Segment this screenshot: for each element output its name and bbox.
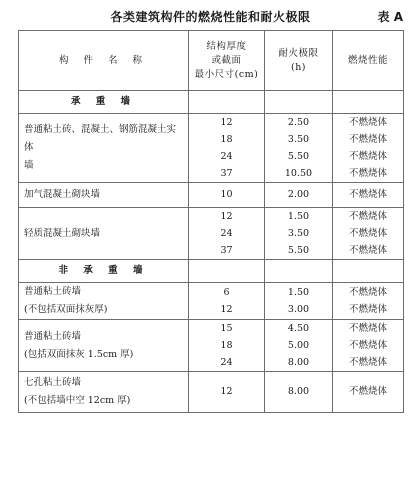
combustion-value: 不燃烧体 (348, 245, 387, 256)
thickness-value: 12 (220, 304, 233, 315)
fire-limit-value: 2.50 (287, 117, 310, 128)
thickness-value: 12 (220, 211, 233, 222)
fire-limit-value: 10.50 (284, 168, 313, 179)
fire-limit-cell (265, 183, 333, 208)
table-number: 表 A (377, 10, 403, 24)
thickness-value: 24 (220, 228, 233, 239)
combustion-cell: 不燃烧体 (333, 372, 404, 413)
thickness-value: 24 (220, 151, 233, 162)
thickness-cell (189, 320, 265, 372)
fire-limit-value: 3.00 (287, 304, 310, 315)
section-row-non-load-bearing (19, 260, 404, 283)
header-thickness-line-1: 结构厚度 (206, 40, 247, 52)
component-name-line: 普通粘土砖、混凝土、钢筋混凝土实体 (24, 124, 177, 153)
fire-limit-value: 5.50 (287, 245, 310, 256)
header-thickness (189, 31, 265, 91)
fire-limit-value: 3.50 (287, 228, 310, 239)
thickness-value: 12 (220, 117, 233, 128)
fire-limit-value: 8.00 (287, 357, 310, 368)
combustion-value: 不燃烧体 (348, 323, 387, 334)
combustion-value: 不燃烧体 (348, 117, 387, 128)
combustion-cell (333, 183, 404, 208)
thickness-value: 18 (220, 134, 233, 145)
component-name-line: 七孔粘土砖墙 (24, 377, 82, 388)
section-row-load-bearing (19, 91, 404, 114)
fire-limit-cell (265, 320, 333, 372)
component-name-line: (包括双面抹灰 1.5cm 厚) (24, 348, 134, 360)
thickness-cell (189, 283, 265, 320)
thickness-cell (189, 208, 265, 260)
component-name-line: 普通粘土砖墙 (24, 286, 82, 297)
fire-limit-value: 2.00 (287, 189, 310, 200)
fire-limit-cell (265, 208, 333, 260)
component-name-line: (不包括双面抹灰厚) (24, 304, 108, 315)
combustion-cell (333, 208, 404, 260)
fire-resistance-table (18, 30, 404, 413)
fire-limit-value: 1.50 (287, 287, 310, 298)
component-name (19, 372, 189, 413)
combustion-value: 不燃烧体 (348, 304, 387, 315)
header-fire-line-1: 耐火极限 (278, 47, 319, 59)
header-thickness-line-3: 最小尺寸(cm) (194, 68, 259, 80)
combustion-value: 不燃烧体 (348, 228, 387, 239)
fire-limit-value: 4.50 (287, 323, 310, 334)
header-row (19, 31, 404, 91)
combustion-value: 不燃烧体 (348, 211, 387, 222)
component-name: 加气混凝土砌块墙 (19, 183, 189, 208)
table-row (19, 283, 404, 320)
thickness-value: 10 (220, 189, 233, 200)
component-name: 轻质混凝土砌块墙 (19, 208, 189, 260)
thickness-value: 18 (220, 340, 233, 351)
table-row (19, 372, 404, 413)
combustion-value: 不燃烧体 (348, 151, 387, 162)
fire-limit-cell (265, 114, 333, 183)
component-name-line: 墙 (24, 160, 34, 171)
thickness-value: 6 (223, 287, 230, 298)
header-thickness-line-2: 或截面 (211, 54, 242, 66)
thickness-value: 37 (220, 168, 233, 179)
component-name (19, 114, 189, 183)
combustion-cell (333, 114, 404, 183)
thickness-value: 24 (220, 357, 233, 368)
combustion-cell (333, 320, 404, 372)
table-row (19, 320, 404, 372)
component-name (19, 283, 189, 320)
combustion-value: 不燃烧体 (348, 134, 387, 145)
combustion-value: 不燃烧体 (348, 168, 387, 179)
header-fire-line-2: (h) (290, 61, 307, 73)
component-name-line: (不包括墙中空 12cm 厚) (24, 395, 131, 406)
fire-limit-value: 5.50 (287, 151, 310, 162)
combustion-value: 不燃烧体 (348, 189, 387, 200)
table-caption (18, 0, 403, 30)
component-name-line: 普通粘土砖墙 (24, 330, 82, 342)
thickness-cell (189, 114, 265, 183)
thickness-cell: 12 (189, 372, 265, 413)
thickness-value: 37 (220, 245, 233, 256)
table-row (19, 114, 404, 183)
table-row (19, 208, 404, 260)
fire-limit-value: 5.00 (287, 340, 310, 351)
thickness-cell (189, 183, 265, 208)
combustion-value: 不燃烧体 (348, 340, 387, 351)
fire-limit-value: 1.50 (287, 211, 310, 222)
table-row (19, 183, 404, 208)
header-combustion: 燃烧性能 (333, 31, 404, 91)
thickness-value: 15 (220, 323, 233, 334)
fire-limit-value: 3.50 (287, 134, 310, 145)
section-title: 非 承 重 墙 (19, 260, 189, 283)
table-title: 各类建筑构件的燃烧性能和耐火极限 (110, 10, 311, 24)
component-name (19, 320, 189, 372)
combustion-cell (333, 283, 404, 320)
header-fire-limit (265, 31, 333, 91)
combustion-value: 不燃烧体 (348, 287, 387, 298)
fire-limit-cell (265, 283, 333, 320)
section-title: 承 重 墙 (19, 91, 189, 114)
combustion-value: 不燃烧体 (348, 357, 387, 368)
fire-limit-cell: 8.00 (265, 372, 333, 413)
header-component-name: 构 件 名 称 (19, 31, 189, 91)
